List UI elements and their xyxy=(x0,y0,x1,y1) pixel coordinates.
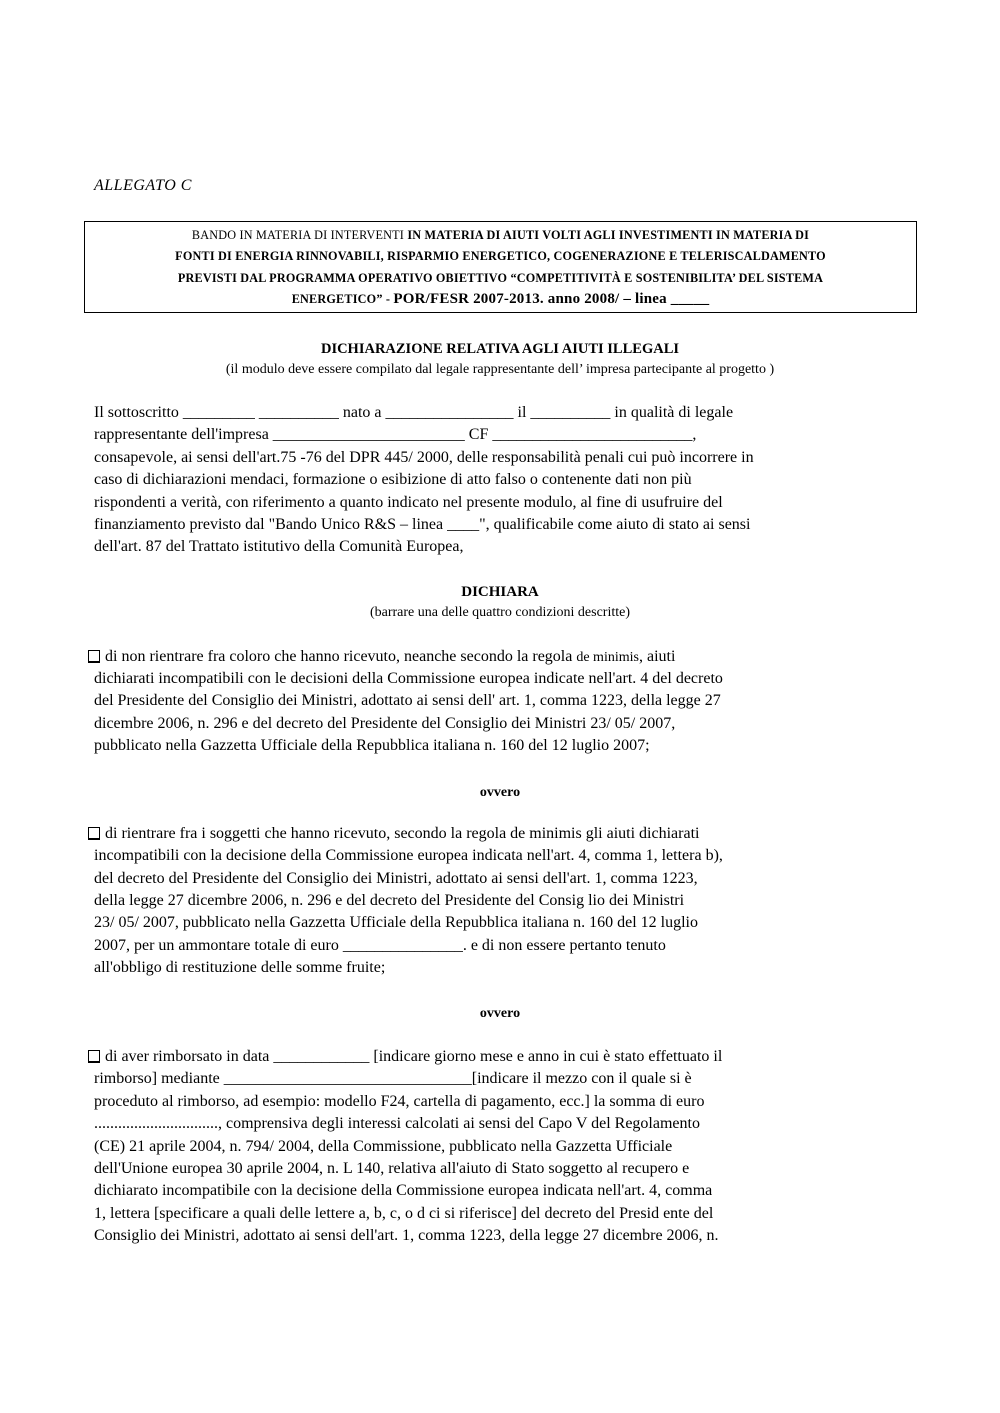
page-title: DICHIARAZIONE RELATIVA AGLI AIUTI ILLEGALI xyxy=(320,341,680,357)
option-1-text-b: , aiuti xyxy=(638,648,676,665)
option-2-checkbox[interactable] xyxy=(88,827,100,840)
bando-line-4-a: ENERGETICO” - xyxy=(291,292,394,306)
intro-line: dell'art. 87 del Trattato istitutivo della Comunità Europea, xyxy=(94,538,464,555)
option-3-line: (CE) 21 aprile 2004, n. 794/ 2004, della Commissione, pubblicato nella Gazzetta Ufficiale xyxy=(94,1138,673,1155)
bando-line-4 xyxy=(85,291,916,308)
option-2-first-line: di rientrare fra i soggetti che hanno ricevuto, secondo la regola de minimis gli aiuti dichiarati xyxy=(105,825,700,842)
option-3-first-line: di aver rimborsato in data ____________ [indicare giorno mese e anno in cui è stato effettuato il xyxy=(105,1048,723,1065)
dichiara-heading: DICHIARA xyxy=(461,584,539,600)
ovvero-separator-1: ovvero xyxy=(479,785,521,800)
option-2-line: del decreto del Presidente del Consiglio dei Ministri, adottato ai sensi dell'art. 1, comma 1223, xyxy=(94,870,698,887)
bando-line-4-b: POR/FESR 2007-2013. anno 2008/ – linea _____ xyxy=(393,291,710,307)
option-1-line: dichiarati incompatibili con le decisioni della Commissione europea indicate nell'art. 4 del decreto xyxy=(94,670,723,687)
page-subtitle: (il modulo deve essere compilato dal legale rappresentante dell’ impresa partecipante al progetto ) xyxy=(225,362,775,377)
intro-line: rappresentante dell'impresa ________________________ CF _________________________, xyxy=(94,426,697,443)
intro-line: finanziamento previsto dal "Bando Unico R&S – linea ____", qualificabile come aiuto di stato ai sensi xyxy=(94,516,751,533)
intro-line: consapevole, ai sensi dell'art.75 -76 del DPR 445/ 2000, delle responsabilità penali cui può incorrere in xyxy=(94,449,754,466)
option-2-line: 2007, per un ammontare totale di euro _______________. e di non essere pertanto tenuto xyxy=(94,937,666,954)
option-1-line: pubblicato nella Gazzetta Ufficiale della Repubblica italiana n. 160 del 12 luglio 2007; xyxy=(94,737,650,754)
option-2-line: 23/ 05/ 2007, pubblicato nella Gazzetta Ufficiale della Repubblica italiana n. 160 del 12 luglio xyxy=(94,914,698,931)
bando-line-1-normal: BANDO IN MATERIA DI INTERVENTI xyxy=(191,228,408,242)
option-1-line: del Presidente del Consiglio dei Ministri, adottato ai sensi dell' art. 1, comma 1223, della legge 27 xyxy=(94,692,721,709)
ovvero-separator-2: ovvero xyxy=(479,1006,521,1021)
option-1-checkbox[interactable] xyxy=(88,650,100,663)
bando-line-1-bold: IN MATERIA DI AIUTI VOLTI AGLI INVESTIMENTI IN MATERIA DI xyxy=(407,228,810,242)
option-1-first-line xyxy=(105,648,675,666)
option-3-line: 1, lettera [specificare a quali delle lettere a, b, c, o d ci si riferisce] del decreto del Presid ente del xyxy=(94,1205,714,1222)
allegato-label: ALLEGATO C xyxy=(94,177,192,194)
option-1-de-minimis: de minimis xyxy=(576,650,639,665)
bando-header-box xyxy=(84,221,917,313)
option-1-line: dicembre 2006, n. 296 e del decreto del Presidente del Consiglio dei Ministri 23/ 05/ 2007, xyxy=(94,715,676,732)
option-3-line: dell'Unione europea 30 aprile 2004, n. L 140, relativa all'aiuto di Stato soggetto al recupero e xyxy=(94,1160,690,1177)
option-3-line: rimborso] mediante _______________________________[indicare il mezzo con il quale si è xyxy=(94,1070,692,1087)
option-3-checkbox[interactable] xyxy=(88,1050,100,1063)
option-1-text-a: di non rientrare fra coloro che hanno ricevuto, neanche secondo la regola xyxy=(105,648,577,665)
option-3-line: Consiglio dei Ministri, adottato ai sensi dell'art. 1, comma 1223, della legge 27 dicembre 2006, n. xyxy=(94,1227,719,1244)
option-3-line: dichiarato incompatibile con la decisione della Commissione europea indicata nell'art. 4, comma xyxy=(94,1182,713,1199)
bando-line-3: PREVISTI DAL PROGRAMMA OPERATIVO OBIETTIVO “COMPETITIVITÀ E SOSTENIBILITA’ DEL SISTEMA xyxy=(177,271,824,285)
option-3-line: proceduto al rimborso, ad esempio: modello F24, cartella di pagamento, ecc.] la somma di euro xyxy=(94,1093,705,1110)
intro-line: rispondenti a verità, con riferimento a quanto indicato nel presente modulo, al fine di usufruire del xyxy=(94,494,723,511)
bando-line-2: FONTI DI ENERGIA RINNOVABILI, RISPARMIO ENERGETICO, COGENERAZIONE E TELERISCALDAMENTO xyxy=(175,249,826,263)
bando-line-1 xyxy=(85,228,916,243)
intro-line: Il sottoscritto _________ __________ nato a ________________ il __________ in qualità di legale xyxy=(94,404,734,421)
intro-line: caso di dichiarazioni mendaci, formazione o esibizione di atto falso o contenente dati non più xyxy=(94,471,692,488)
option-3-line: ..............................., comprensiva degli interessi calcolati ai sensi del Capo V del Regolamento xyxy=(94,1115,700,1132)
dichiara-note: (barrare una delle quattro condizioni descritte) xyxy=(369,605,631,620)
option-2-line: della legge 27 dicembre 2006, n. 296 e del decreto del Presidente del Consig lio dei Ministri xyxy=(94,892,685,909)
option-2-line: all'obbligo di restituzione delle somme fruite; xyxy=(94,959,386,976)
option-2-line: incompatibili con la decisione della Commissione europea indicata nell'art. 4, comma 1, lettera b), xyxy=(94,847,723,864)
